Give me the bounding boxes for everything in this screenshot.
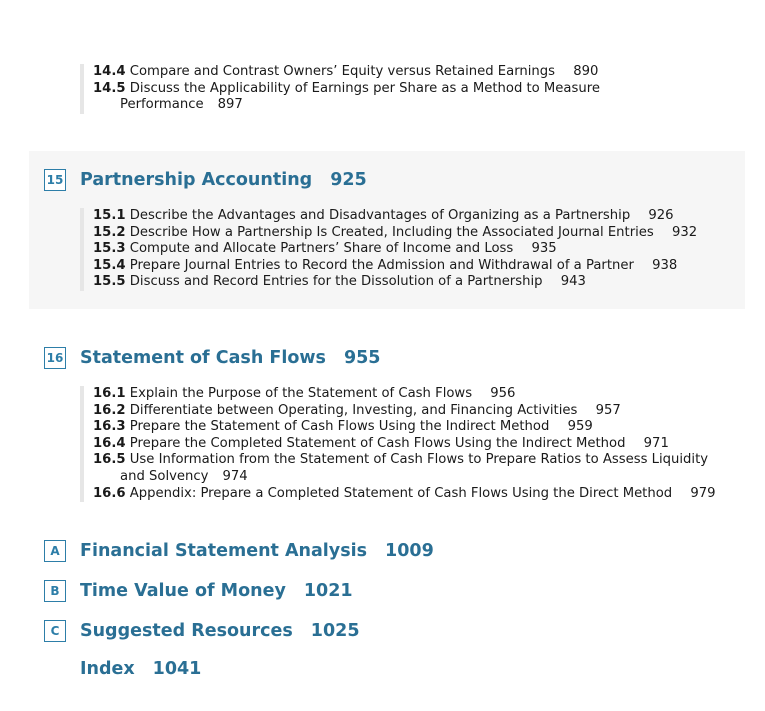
appendix-title: Financial Statement Analysis bbox=[80, 541, 368, 561]
toc-section-item[interactable] bbox=[93, 64, 600, 81]
section-page: 979 bbox=[690, 485, 716, 501]
section-title: Discuss and Record Entries for the Dissolution of a Partnership bbox=[129, 274, 543, 290]
toc-section-item[interactable] bbox=[93, 258, 697, 275]
section-page: 938 bbox=[652, 257, 678, 273]
section-number: 15.1 bbox=[93, 208, 126, 223]
toc-section-item[interactable] bbox=[93, 486, 716, 503]
section-title: Compute and Allocate Partners’ Share of Income and Loss bbox=[129, 241, 514, 257]
section-number: 14.4 bbox=[93, 64, 126, 79]
section-title-continuation: and Solvency bbox=[120, 468, 209, 484]
index-page: 1041 bbox=[152, 659, 202, 679]
toc-section-item[interactable] bbox=[93, 403, 716, 420]
section-number: 16.4 bbox=[93, 435, 126, 451]
section-title: Describe How a Partnership Is Created, Including the Associated Journal Entries bbox=[129, 224, 654, 240]
chapter-number-badge: 16 bbox=[44, 347, 66, 369]
appendix-c-heading[interactable] bbox=[44, 620, 360, 642]
section-number: 15.4 bbox=[93, 257, 126, 273]
section-title: Prepare the Statement of Cash Flows Using the Indirect Method bbox=[129, 419, 550, 435]
appendix-page: 1025 bbox=[310, 621, 360, 641]
toc-section-item[interactable] bbox=[93, 274, 697, 291]
toc-section-item[interactable] bbox=[93, 419, 716, 436]
chapter-page: 925 bbox=[330, 170, 367, 190]
chapter-15-heading[interactable] bbox=[44, 169, 367, 191]
section-number: 15.2 bbox=[93, 224, 126, 240]
section-page: 959 bbox=[567, 419, 593, 435]
chapter-number-badge: 15 bbox=[44, 169, 66, 191]
section-number: 16.5 bbox=[93, 452, 126, 468]
appendix-b-heading[interactable] bbox=[44, 580, 353, 602]
section-page: 926 bbox=[648, 208, 674, 223]
chapter-title: Partnership Accounting bbox=[80, 170, 313, 190]
appendix-title: Time Value of Money bbox=[80, 581, 286, 601]
section-title: Discuss the Applicability of Earnings per Share as a Method to Measure bbox=[129, 80, 600, 96]
section-number: 16.2 bbox=[93, 402, 126, 418]
toc-section-item[interactable] bbox=[93, 208, 697, 225]
toc-section-item[interactable] bbox=[93, 436, 716, 453]
section-page: 974 bbox=[222, 468, 248, 484]
section-number: 16.1 bbox=[93, 386, 126, 401]
chapter-16-heading[interactable] bbox=[44, 347, 380, 369]
section-title: Prepare the Completed Statement of Cash Flows Using the Indirect Method bbox=[129, 435, 626, 451]
appendix-page: 1021 bbox=[303, 581, 353, 601]
section-number: 16.3 bbox=[93, 419, 126, 435]
section-title-continuation: Performance bbox=[120, 97, 204, 113]
section-page: 932 bbox=[671, 224, 698, 240]
toc-section-item[interactable] bbox=[93, 452, 716, 485]
section-page: 943 bbox=[560, 274, 586, 290]
section-page: 935 bbox=[531, 241, 557, 257]
section-number: 14.5 bbox=[93, 80, 126, 96]
appendix-title: Suggested Resources bbox=[80, 621, 293, 641]
section-title: Prepare Journal Entries to Record the Admission and Withdrawal of a Partner bbox=[129, 257, 634, 273]
section-number: 15.5 bbox=[93, 274, 126, 290]
section-page: 971 bbox=[643, 435, 669, 451]
toc-section-item[interactable] bbox=[93, 386, 716, 403]
index-heading[interactable] bbox=[44, 658, 201, 680]
appendix-letter-badge: C bbox=[44, 620, 66, 642]
section-title: Differentiate between Operating, Investing, and Financing Activities bbox=[129, 402, 578, 418]
appendix-page: 1009 bbox=[385, 541, 434, 561]
section-page: 890 bbox=[573, 64, 599, 79]
section-number: 16.6 bbox=[93, 485, 126, 501]
section-page: 957 bbox=[595, 402, 621, 418]
section-title: Use Information from the Statement of Cash Flows to Prepare Ratios to Assess Liquidity bbox=[129, 452, 709, 468]
chapter-page: 955 bbox=[343, 348, 381, 368]
appendix-a-heading[interactable] bbox=[44, 540, 434, 562]
section-title: Compare and Contrast Owners’ Equity versus Retained Earnings bbox=[129, 64, 556, 79]
toc-section-item[interactable] bbox=[93, 81, 600, 114]
chapter-title: Statement of Cash Flows bbox=[80, 348, 326, 368]
toc-section-item[interactable] bbox=[93, 241, 697, 258]
section-title: Explain the Purpose of the Statement of Cash Flows bbox=[129, 386, 473, 401]
appendix-letter-badge: A bbox=[44, 540, 66, 562]
section-title: Appendix: Prepare a Completed Statement of Cash Flows Using the Direct Method bbox=[129, 485, 673, 501]
chapter-16-section-list bbox=[80, 386, 716, 502]
section-title: Describe the Advantages and Disadvantages of Organizing as a Partnership bbox=[129, 208, 631, 223]
index-title: Index bbox=[80, 659, 135, 679]
toc-section-item[interactable] bbox=[93, 225, 697, 242]
chapter-14-section-list bbox=[80, 64, 600, 114]
appendix-letter-badge: B bbox=[44, 580, 66, 602]
chapter-15-section-list bbox=[80, 208, 697, 291]
section-number: 15.3 bbox=[93, 241, 126, 257]
section-page: 956 bbox=[490, 386, 516, 401]
section-page: 897 bbox=[217, 97, 243, 113]
